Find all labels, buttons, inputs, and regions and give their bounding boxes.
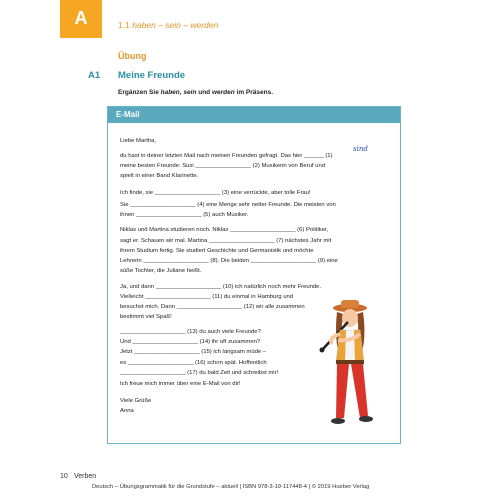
hat-crown bbox=[341, 300, 359, 308]
email-line-18: Jetzt ____________________ (15) ich langsam müde – bbox=[120, 349, 267, 355]
section-number: 1.1 bbox=[118, 20, 130, 30]
email-line-20: ____________________ (17) du bald Zeit und schreibst mir! bbox=[120, 370, 279, 376]
instruction-verb-sein: sein bbox=[183, 89, 197, 96]
email-line-14: besuchst mich. Dann ____________________ (12) wir alle zusammen bbox=[120, 304, 305, 310]
copyright-line: Deutsch – Übungsgrammatik für die Grundstufe – aktuell | ISBN 978-3-19-117448-4 | © 2019 Hueber Verlag bbox=[92, 484, 370, 490]
handwritten-answer: sind bbox=[353, 145, 368, 153]
trouser-left bbox=[336, 364, 349, 418]
email-line-10: Lehrerin ____________________ (8). Die beiden ____________________ (9) eine bbox=[120, 258, 338, 264]
email-line-7: Niklas und Martina studieren noch. Niklas ____________________ (6) Politiker, bbox=[120, 227, 329, 233]
email-line-13: Vielleicht ____________________ (11) du einmal in Hamburg und bbox=[120, 294, 294, 300]
email-line-1: du hast in deiner letzten Mail nach meinen Freunden gefragt. Das hier ______ (1) bbox=[120, 153, 333, 159]
section-title: haben – sein – werden bbox=[132, 20, 219, 30]
email-signature: Anna bbox=[120, 408, 134, 414]
email-line-4: Ich finde, sie ____________________ (3) eine verrückte, aber tolle Frau! bbox=[120, 190, 311, 196]
email-header bbox=[108, 107, 400, 123]
email-line-6: ihnen ____________________ (5) auch Musiker. bbox=[120, 212, 249, 218]
exercise-number: A1 bbox=[88, 70, 101, 81]
email-line-16: ____________________ (13) du auch viele Freunde? bbox=[120, 329, 261, 335]
email-line-12: Ja, und dann ____________________ (10) ich natürlich noch mehr Freunde. bbox=[120, 284, 322, 290]
trouser-right bbox=[351, 364, 368, 418]
email-line-5: Sie ____________________ (4) eine Menge sehr netter Freunde. Die meisten von bbox=[120, 202, 336, 208]
clarinet-player-illustration bbox=[310, 300, 390, 430]
email-line-2: meine besten Freunde: Susi _________________ (2) Musikerin von Beruf und bbox=[120, 163, 325, 169]
email-closing: Viele Grüße bbox=[120, 398, 152, 404]
email-line-21: Ich freue mich immer über eine E-Mail von dir! bbox=[120, 381, 241, 387]
email-line-8: sagt er. Schauen wir mal. Martina ____________________ (7) nächstes Jahr mit bbox=[120, 238, 332, 244]
email-line-11: süße Tochter, die Juliane heißt. bbox=[120, 268, 202, 274]
clarinet-bell bbox=[320, 348, 325, 353]
chapter-name: Verben bbox=[74, 473, 97, 480]
instruction-verb-haben: haben bbox=[160, 89, 180, 96]
email-header-label: E-Mail bbox=[116, 110, 140, 119]
shoe-left bbox=[331, 418, 345, 424]
email-line-15: bestimmt viel Spaß! bbox=[120, 314, 172, 320]
email-line-3: spielt in einer Band Klarinette. bbox=[120, 173, 199, 179]
email-line-19: es ____________________ (16) schon spät. Hoffentlich bbox=[120, 360, 267, 366]
page-number: 10 bbox=[60, 473, 68, 480]
uebung-heading: Übung bbox=[118, 51, 147, 61]
email-line-17: Und ____________________ (14) ihr oft zusammen? bbox=[120, 339, 261, 345]
unit-badge: A bbox=[60, 0, 102, 38]
section-heading bbox=[118, 20, 218, 30]
belt bbox=[336, 360, 364, 364]
email-line-9: ihrem Studium fertig. Sie studiert Geschichte und Germanistik und möchte bbox=[120, 248, 314, 254]
exercise-title: Meine Freunde bbox=[118, 70, 186, 81]
shoe-right bbox=[359, 416, 373, 422]
email-greeting: Liebe Martha, bbox=[120, 138, 157, 144]
instruction-verb-werden: werden bbox=[211, 89, 235, 96]
exercise-instruction: Ergänzen Sie haben, sein und werden im Präsens. bbox=[118, 89, 274, 96]
